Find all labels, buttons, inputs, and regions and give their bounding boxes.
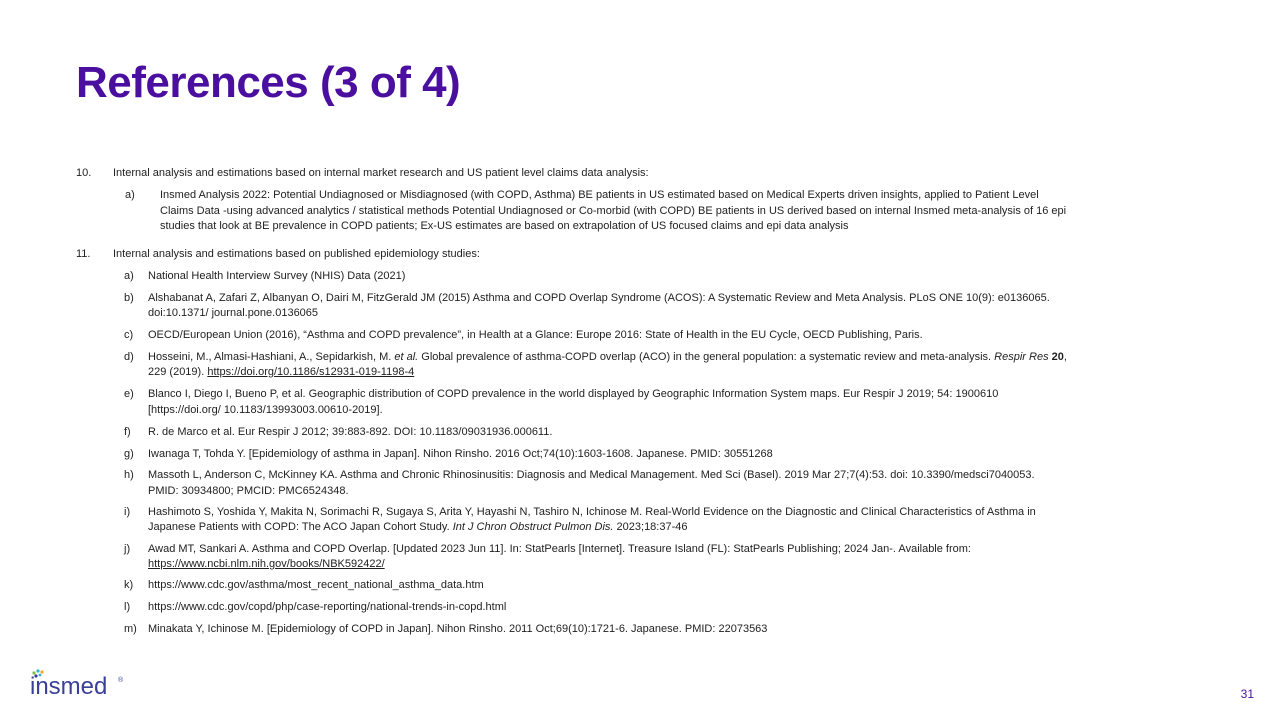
ref-11k-label: k) [124, 579, 134, 591]
ref-11f-label: f) [124, 426, 131, 438]
ref-11a-line-1: National Health Interview Survey (NHIS) Data (2021) [148, 270, 406, 282]
insmed-logo [30, 668, 130, 702]
ref-11g-label: g) [124, 448, 134, 460]
ref-10-number: 10. [76, 167, 92, 179]
logo-wordmark: insmed [30, 673, 108, 700]
ref-11m-label: m) [124, 623, 137, 635]
ref-11g-line-1: Iwanaga T, Tohda Y. [Epidemiology of asthma in Japan]. Nihon Rinsho. 2016 Oct;74(10):1603-1608. Japanese. PMID: 30551268 [148, 448, 773, 460]
journal-name: Int J Chron Obstruct Pulmon Dis. [452, 521, 614, 533]
ref-11-number: 11. [76, 248, 91, 260]
ref-11c-label: c) [124, 329, 134, 341]
ref-10a-line-1: Insmed Analysis 2022: Potential Undiagnosed or Misdiagnosed (with COPD, Asthma) BE patients in US estimated based on Medical Experts driven insights, applied to Patient Level [160, 189, 1039, 201]
ref-11e-label: e) [124, 388, 134, 400]
ref-10a-line-2: Claims Data -using advanced analytics / statistical methods Potential Undiagnosed or Co-morbid (with COPD) BE patients in US derived based on internal Insmed meta-analysis of 16 epi [160, 205, 1067, 217]
ref-11d-label: d) [124, 351, 134, 363]
ref-11k-line-1: https://www.cdc.gov/asthma/most_recent_national_asthma_data.htm [148, 579, 484, 591]
doi-link[interactable]: https://doi.org/10.1186/s12931-019-1198-4 [207, 366, 415, 378]
ref-11h-line-2: PMID: 30934800; PMCID: PMC6524348. [148, 485, 349, 497]
ref-11a-label: a) [124, 270, 134, 282]
journal-name: Respir Res [994, 351, 1049, 363]
logo-registered-mark: ® [118, 677, 124, 684]
et-al: et al. [394, 351, 419, 363]
ref-11e-line-2: [https://doi.org/ 10.1183/13993003.00610-2019]. [148, 404, 383, 416]
ref-11i-line-1: Hashimoto S, Yoshida Y, Makita N, Sorimachi R, Sugaya S, Arita Y, Hayashi N, Tashiro N, Ichinose M. Real-World Evidence on the Diagnostic and Clinical Characteristics of Asthma in [148, 506, 1036, 518]
ref-11d-line-2: 229 (2019). https://doi.org/10.1186/s12931-019-1198-4 [148, 366, 415, 378]
ref-11-text: Internal analysis and estimations based on published epidemiology studies: [113, 248, 480, 260]
ref-11d-line-1: Hosseini, M., Almasi-Hashiani, A., Sepidarkish, M. et al. Global prevalence of asthma-COPD overlap (ACO) in the general population: a systematic review and meta-analysis. Respir Res 20, [148, 351, 1067, 363]
volume: 20 [1051, 351, 1064, 363]
ref-11c-line-1: OECD/European Union (2016), “Asthma and COPD prevalence”, in Health at a Glance: Europe 2016: State of Health in the EU Cycle, OECD Publishing, Paris. [148, 329, 923, 341]
ref-11i-line-2: Japanese Patients with COPD: The ACO Japan Cohort Study. Int J Chron Obstruct Pulmon Dis. 2023;18:37-46 [148, 521, 688, 533]
ref-11b-line-2: doi:10.1371/ journal.pone.0136065 [148, 307, 319, 319]
ref-11m-line-1: Minakata Y, Ichinose M. [Epidemiology of COPD in Japan]. Nihon Rinsho. 2011 Oct;69(10):1721-6. Japanese. PMID: 22073563 [148, 623, 768, 635]
ref-11h-label: h) [124, 469, 134, 481]
ref-10a-line-3: studies that look at BE prevalence in COPD patients; Ex-US estimates are based on extrapolation of US focused claims and epi data analysis [160, 220, 849, 232]
ref-10-text: Internal analysis and estimations based on internal market research and US patient level claims data analysis: [113, 167, 649, 179]
ref-11e-line-1: Blanco I, Diego I, Bueno P, et al. Geographic distribution of COPD prevalence in the world displayed by Geographic Information System maps. Eur Respir J 2019; 54: 1900610 [148, 388, 999, 400]
ref-11b-line-1: Alshabanat A, Zafari Z, Albanyan O, Dairi M, FitzGerald JM (2015) Asthma and COPD Overlap Syndrome (ACOS): A Systematic Review and Meta Analysis. PLoS ONE 10(9): e0136065. [148, 292, 1050, 304]
page-title: References (3 of 4) [76, 58, 461, 107]
ref-11i-label: i) [124, 506, 131, 518]
ref-11h-line-1: Massoth L, Anderson C, McKinney KA. Asthma and Chronic Rhinosinusitis: Diagnosis and Medical Management. Med Sci (Basel). 2019 Mar 27;7(4):53. doi: 10.3390/medsci7040053. [148, 469, 1035, 481]
ref-11f-line-1: R. de Marco et al. Eur Respir J 2012; 39:883-892. DOI: 10.1183/09031936.000611. [148, 426, 553, 438]
ref-11l-line-1: https://www.cdc.gov/copd/php/case-reporting/national-trends-in-copd.html [148, 601, 507, 613]
ref-11b-label: b) [124, 292, 134, 304]
ncbi-link[interactable]: https://www.ncbi.nlm.nih.gov/books/NBK592422/ [148, 558, 385, 570]
ref-10a-label: a) [125, 189, 135, 201]
ref-11l-label: l) [124, 601, 131, 613]
page-number: 31 [1240, 687, 1254, 701]
ref-11j-line-1: Awad MT, Sankari A. Asthma and COPD Overlap. [Updated 2023 Jun 11]. In: StatPearls [Internet]. Treasure Island (FL): StatPearls Publishing; 2024 Jan-. Available from: [148, 543, 971, 555]
ref-11j-label: j) [124, 543, 131, 555]
